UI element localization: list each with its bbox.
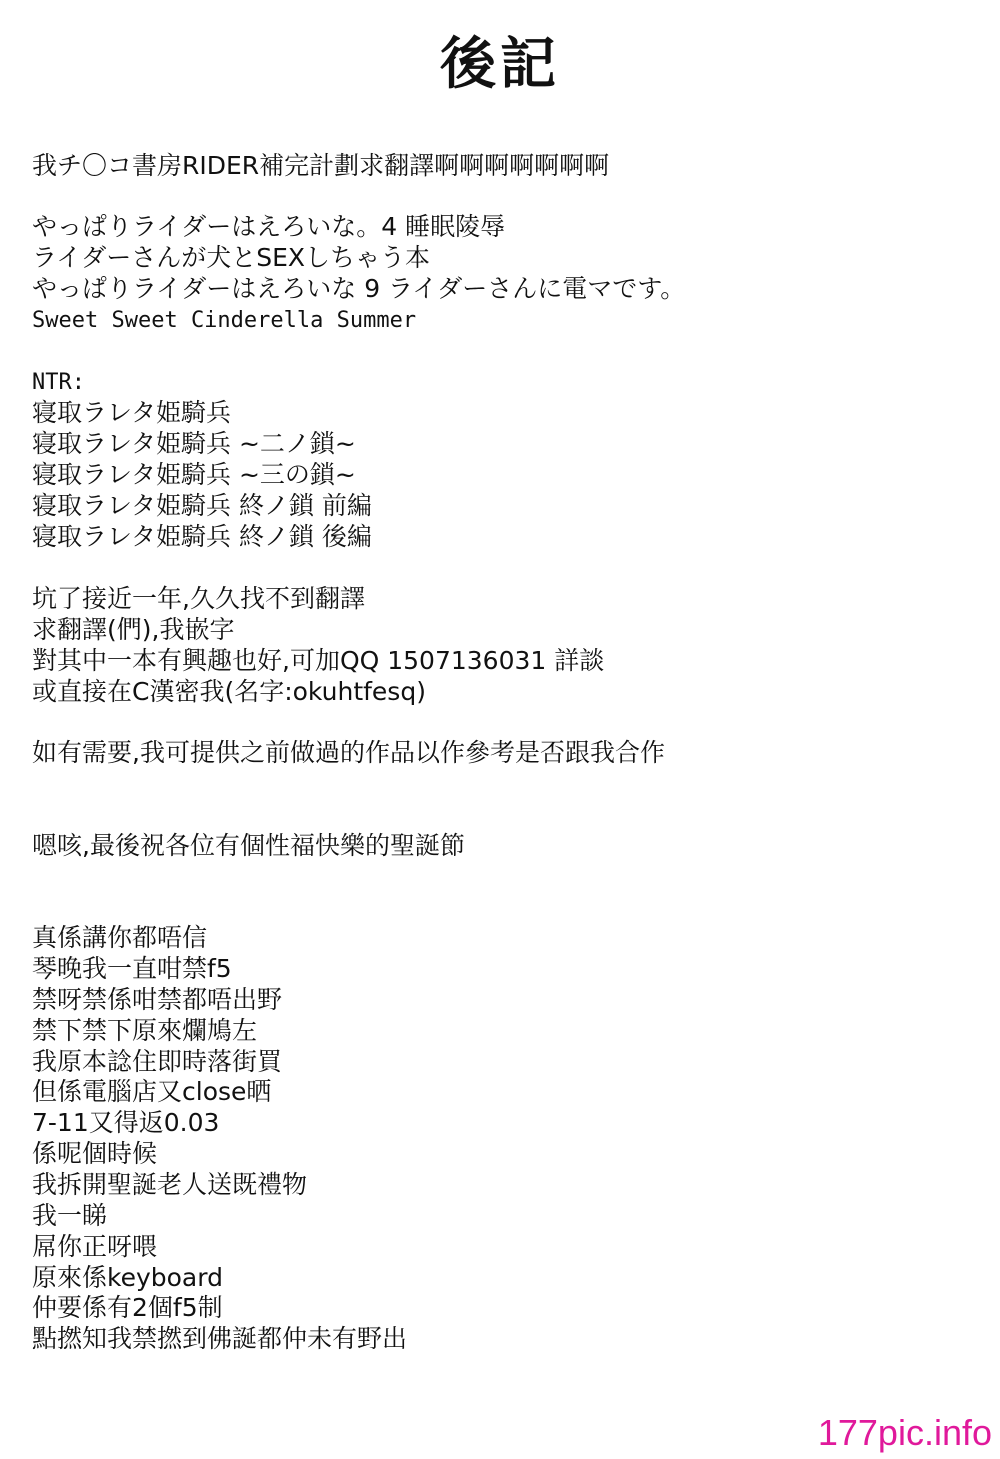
text-line: 係呢個時候 bbox=[32, 1139, 158, 1168]
text-line: 禁下禁下原來爛鳩左 bbox=[32, 1016, 258, 1045]
text-line: 原來係keyboard bbox=[32, 1263, 223, 1292]
text-line: NTR: bbox=[32, 370, 85, 395]
text-line: 屌你正呀喂 bbox=[32, 1232, 158, 1261]
page-title: 後記 bbox=[440, 32, 560, 97]
text-line: 寝取ラレタ姫騎兵 ~二ノ鎖~ bbox=[32, 429, 356, 458]
text-line: 對其中一本有興趣也好,可加QQ 1507136031 詳談 bbox=[32, 646, 605, 675]
text-line: ライダーさんが犬とSEXしちゃう本 bbox=[32, 243, 431, 272]
text-line: 我原本諗住即時落街買 bbox=[32, 1047, 283, 1076]
text-line: 我一睇 bbox=[32, 1201, 108, 1230]
text-line: 求翻譯(們),我嵌字 bbox=[32, 615, 235, 644]
text-line: 但係電腦店又close晒 bbox=[32, 1077, 272, 1106]
text-line: やっぱりライダーはえろいな 9 ライダーさんに電マです。 bbox=[32, 274, 686, 303]
text-line: やっぱりライダーはえろいな。4 睡眠陵辱 bbox=[32, 212, 506, 241]
text-line: Sweet Sweet Cinderella Summer bbox=[32, 308, 417, 333]
text-line: 點撚知我禁撚到佛誕都仲未有野出 bbox=[32, 1324, 408, 1353]
text-line: 琴晚我一直咁禁f5 bbox=[32, 954, 232, 983]
text-line: 寝取ラレタ姫騎兵 bbox=[32, 398, 232, 427]
text-line: 7-11又得返0.03 bbox=[32, 1108, 220, 1137]
text-line: 真係講你都唔信 bbox=[32, 923, 208, 952]
text-line: 仲要係有2個f5制 bbox=[32, 1293, 223, 1322]
watermark: 177pic.info bbox=[817, 1412, 992, 1453]
text-line: 禁呀禁係咁禁都唔出野 bbox=[32, 985, 283, 1014]
text-line: 或直接在C漢密我(名字:okuhtfesq) bbox=[32, 677, 426, 706]
text-line: 我チ〇コ書房RIDER補完計劃求翻譯啊啊啊啊啊啊啊 bbox=[32, 151, 610, 180]
text-line: 嗯咳,最後祝各位有個性福快樂的聖誕節 bbox=[32, 831, 465, 860]
text-line: 如有需要,我可提供之前做過的作品以作參考是否跟我合作 bbox=[32, 738, 665, 767]
text-line: 寝取ラレタ姫騎兵 終ノ鎖 後編 bbox=[32, 522, 372, 551]
text-line: 寝取ラレタ姫騎兵 終ノ鎖 前編 bbox=[32, 491, 372, 520]
text-line: 寝取ラレタ姫騎兵 ~三の鎖~ bbox=[32, 460, 356, 489]
text-line: 坑了接近一年,久久找不到翻譯 bbox=[32, 584, 365, 613]
text-line: 我拆開聖誕老人送既禮物 bbox=[32, 1170, 308, 1199]
